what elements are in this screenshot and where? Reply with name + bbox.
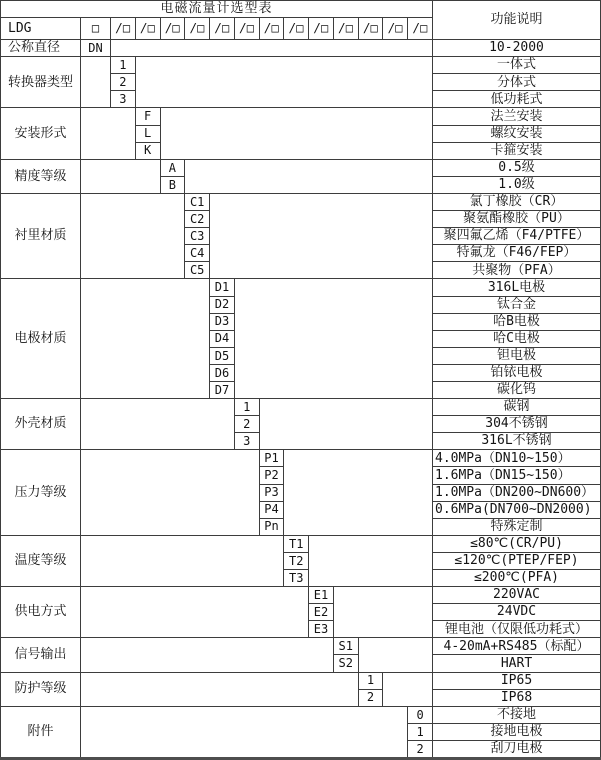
spacer-cell [81, 159, 161, 193]
spacer-cell [383, 672, 433, 706]
description-cell: 316L不锈钢 [433, 433, 601, 450]
description-cell: 4.0MPa（DN10~150） [433, 450, 601, 467]
code-cell: L [135, 125, 160, 142]
spacer-cell [309, 535, 433, 586]
description-cell: 1.0MPa（DN200~DN600） [433, 484, 601, 501]
model-slot: /□ [284, 18, 309, 40]
spacer-cell [81, 587, 309, 638]
spacer-cell [333, 587, 432, 638]
table-row [1, 638, 601, 655]
description-cell: 0.5级 [433, 159, 601, 176]
code-cell: 2 [234, 416, 259, 433]
model-slot: /□ [185, 18, 210, 40]
table-row [1, 672, 601, 689]
category-label: 信号输出 [1, 638, 81, 672]
spacer-cell [81, 108, 136, 159]
code-cell: T2 [284, 552, 309, 569]
description-cell: 法兰安装 [433, 108, 601, 125]
description-cell: IP65 [433, 672, 601, 689]
model-prefix: LDG [1, 18, 81, 40]
code-cell: P3 [259, 484, 284, 501]
code-cell: S2 [333, 655, 358, 672]
code-cell: T1 [284, 535, 309, 552]
model-slot: /□ [333, 18, 358, 40]
description-cell: 钽电极 [433, 347, 601, 364]
description-cell: 接地电极 [433, 723, 601, 740]
spacer-cell [81, 535, 284, 586]
description-cell: IP68 [433, 689, 601, 706]
code-cell: D3 [210, 313, 235, 330]
description-cell: ≤120℃(PTEP/FEP) [433, 552, 601, 569]
table-row [1, 399, 601, 416]
description-cell: 铂铱电极 [433, 364, 601, 381]
description-cell: 304不锈钢 [433, 416, 601, 433]
description-cell: 碳钢 [433, 399, 601, 416]
description-cell: 一体式 [433, 57, 601, 74]
description-cell: 不接地 [433, 706, 601, 723]
table-row [1, 159, 601, 176]
function-column-header: 功能说明 [433, 1, 601, 40]
code-cell: B [160, 176, 185, 193]
table-row [1, 40, 601, 57]
description-cell: 碳化钨 [433, 381, 601, 398]
code-cell: DN [81, 40, 111, 57]
table-row [1, 450, 601, 467]
description-cell: 特氟龙（F46/FEP） [433, 245, 601, 262]
description-cell: 哈C电极 [433, 330, 601, 347]
code-cell: 2 [358, 689, 383, 706]
category-label: 外壳材质 [1, 399, 81, 450]
code-cell: 1 [234, 399, 259, 416]
code-cell: T3 [284, 570, 309, 587]
description-cell: 氯丁橡胶（CR） [433, 193, 601, 210]
code-cell: 3 [111, 91, 136, 108]
description-cell: 锂电池（仅限低功耗式） [433, 621, 601, 638]
spacer-cell [111, 40, 433, 57]
code-cell: P4 [259, 501, 284, 518]
model-slot: /□ [408, 18, 433, 40]
code-cell: 1 [408, 723, 433, 740]
description-cell: ≤200℃(PFA) [433, 570, 601, 587]
code-cell: D6 [210, 364, 235, 381]
spacer-cell [210, 193, 433, 278]
description-cell: 螺纹安装 [433, 125, 601, 142]
model-slot: /□ [259, 18, 284, 40]
description-cell: 220VAC [433, 587, 601, 604]
code-cell: 1 [358, 672, 383, 689]
spacer-cell [81, 399, 235, 450]
code-cell: D4 [210, 330, 235, 347]
code-cell: D2 [210, 296, 235, 313]
table-row [1, 706, 601, 723]
code-cell: K [135, 142, 160, 159]
spacer-cell [81, 450, 260, 535]
model-slot: /□ [160, 18, 185, 40]
spacer-cell [135, 57, 432, 108]
description-cell: 1.6MPa（DN15~150） [433, 467, 601, 484]
model-slot: /□ [210, 18, 235, 40]
description-cell: 4-20mA+RS485（标配） [433, 638, 601, 655]
code-cell: C5 [185, 262, 210, 279]
description-cell: 钛合金 [433, 296, 601, 313]
code-cell: C3 [185, 228, 210, 245]
spacer-cell [81, 706, 408, 758]
description-cell: 24VDC [433, 604, 601, 621]
spacer-cell [81, 638, 334, 672]
category-label: 精度等级 [1, 159, 81, 193]
category-label: 衬里材质 [1, 193, 81, 278]
code-cell: D7 [210, 381, 235, 398]
spacer-cell [259, 399, 432, 450]
code-cell: P1 [259, 450, 284, 467]
table-row [1, 535, 601, 552]
code-cell: P2 [259, 467, 284, 484]
description-cell: 0.6MPa(DN700~DN2000) [433, 501, 601, 518]
code-cell: E3 [309, 621, 334, 638]
description-cell: 刮刀电极 [433, 740, 601, 758]
code-cell: A [160, 159, 185, 176]
spacer-cell [160, 108, 432, 159]
spacer-cell [81, 193, 185, 278]
description-cell: 卡箍安装 [433, 142, 601, 159]
code-cell: E1 [309, 587, 334, 604]
spacer-cell [284, 450, 433, 535]
category-label: 附件 [1, 706, 81, 758]
description-cell: 共聚物（PFA） [433, 262, 601, 279]
description-cell: 特殊定制 [433, 518, 601, 535]
table-row [1, 57, 601, 74]
description-cell: ≤80℃(CR/PU) [433, 535, 601, 552]
description-cell: 分体式 [433, 74, 601, 91]
table-row [1, 108, 601, 125]
code-cell: D1 [210, 279, 235, 296]
spacer-cell [358, 638, 432, 672]
model-slot: □ [81, 18, 111, 40]
code-cell: 3 [234, 433, 259, 450]
code-cell: 0 [408, 706, 433, 723]
model-slot: /□ [234, 18, 259, 40]
description-cell: 聚氨酯橡胶（PU） [433, 211, 601, 228]
model-slot: /□ [383, 18, 408, 40]
spacer-cell [185, 159, 433, 193]
description-cell: 低功耗式 [433, 91, 601, 108]
model-slot: /□ [135, 18, 160, 40]
spacer-cell [81, 672, 359, 706]
description-cell: 聚四氟乙烯（F4/PTFE） [433, 228, 601, 245]
table-row [1, 279, 601, 296]
table-title: 电磁流量计选型表 [1, 1, 433, 18]
spacer-cell [81, 279, 210, 399]
code-cell: D5 [210, 347, 235, 364]
code-cell: E2 [309, 604, 334, 621]
category-label: 安装形式 [1, 108, 81, 159]
code-cell: F [135, 108, 160, 125]
model-slot: /□ [309, 18, 334, 40]
code-cell: 2 [111, 74, 136, 91]
category-label: 压力等级 [1, 450, 81, 535]
code-cell: 1 [111, 57, 136, 74]
model-slot: /□ [111, 18, 136, 40]
category-label: 转换器类型 [1, 57, 81, 108]
description-cell: 1.0级 [433, 176, 601, 193]
code-cell: C2 [185, 211, 210, 228]
code-cell: C4 [185, 245, 210, 262]
table-row [1, 193, 601, 210]
category-label: 公称直径 [1, 40, 81, 57]
description-cell: 10-2000 [433, 40, 601, 57]
description-cell: 哈B电极 [433, 313, 601, 330]
code-cell: S1 [333, 638, 358, 655]
code-cell: C1 [185, 193, 210, 210]
code-cell: 2 [408, 740, 433, 758]
category-label: 防护等级 [1, 672, 81, 706]
category-label: 电极材质 [1, 279, 81, 399]
category-label: 供电方式 [1, 587, 81, 638]
table-row [1, 587, 601, 604]
description-cell: 316L电极 [433, 279, 601, 296]
description-cell: HART [433, 655, 601, 672]
spacer-cell [81, 57, 111, 108]
category-label: 温度等级 [1, 535, 81, 586]
spacer-cell [234, 279, 432, 399]
model-slot: /□ [358, 18, 383, 40]
code-cell: Pn [259, 518, 284, 535]
